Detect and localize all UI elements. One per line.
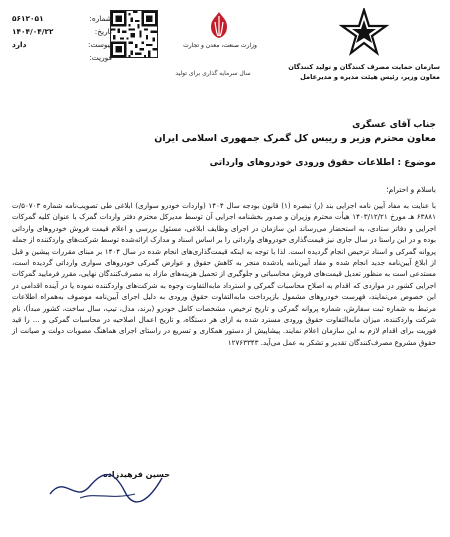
- handwritten-signature: [40, 464, 170, 514]
- meta-label: شماره:: [89, 14, 112, 23]
- meta-label: پیوست:: [87, 40, 112, 49]
- meta-date: [12, 25, 112, 38]
- qr-code: [110, 10, 158, 58]
- signature-block: [40, 470, 170, 479]
- letter-subject: موضوع : اطلاعات حقوق ورودی خودروهای وارداتی: [209, 158, 436, 168]
- national-emblem: [205, 10, 233, 40]
- year-slogan: سال سرمایه گذاری برای تولید: [175, 70, 251, 77]
- letter-meta: [12, 12, 112, 64]
- organization-logo: [338, 8, 390, 58]
- ministry-name: وزارت صنعت، معدن و تجارت: [183, 42, 257, 49]
- meta-value: ۱۴۰۴/۰۴/۲۲: [12, 27, 54, 36]
- meta-label: فوریت:: [89, 53, 112, 62]
- meta-urgency: [12, 51, 112, 64]
- greeting: باسلام و احترام؛: [386, 185, 436, 194]
- org-name: سازمان حمایت مصرف کنندگان و تولید کنندگان: [288, 63, 440, 71]
- letter-body: با عنایت به مفاد آیین نامه اجرایی بند (ر) تبصره (۱) قانون بودجه سال ۱۴۰۴ (واردات خودرو سواری) ابلاغی طی تصویب‌نامه شماره ۵۰۷۰۳/ت ۶۳۸۸۱ هـ مورخ ۱۴۰۳/۱۲/۲۱ هیأت محترم وزیران و صدور بخشنامه اجرایی آن توسط مدیرکل محترم دفتر واردات گمرک با عنوان کلیه گمرکات اجرایی و دفاتر ستادی، به استحضار می‌رساند این سازمان در اجرای وظایف ابلاغی، مسئول بررسی و اعلام قیمت فروش خودروهای وارداتی بوده و در این راستا در سال جاری نیز قیمت‌گذاری خودروهای وارداتی را بر اساس اسناد و مدارک ارائه‌شده توسط شرکت‌های واردکننده از جمله پروانه گمرکی و اسناد ترخیص انجام گردیده است. لذا با توجه به اینکه قیمت‌گذاری‌های انجام شده در سال ۱۴۰۴ بر مبنای مقررات پیشین و قبل از ابلاغ آیین‌نامه جدید انجام شده و مفاد آیین‌نامه یادشده منجر به کاهش حقوق و عوارض گمرکی خودروهای سواری وارداتی گردیده است، مستدعی است به منظور تعدیل قیمت‌های فروش محاسباتی و جلوگیری از تحمیل هزینه‌های مازاد به مصرف‌کنندگان نهایی، مقرر فرمایید گمرکات اجرایی کشور در مواردی که اقدام به اصلاح محاسبات گمرکی و استرداد مابه‌التفاوت وجوه به شرکت‌های واردکننده نموده یا در آینده اقدامی در این خصوص می‌نمایند، فهرست خودروهای مشمول بازپرداخت مابه‌التفاوت حقوق ورودی به دلیل اجرای آیین‌نامه موصوف به‌همراه اطلاعات مرتبط به شماره ثبت سفارش، شماره پروانه گمرکی و تاریخ ترخیص، مشخصات کامل خودرو (برند، مدل، تیپ، سال ساخت، کشور مبدأ)، نام شرکت واردکننده، میزان مابه‌التفاوت حقوق ورودی مسترد شده به ازای هر دستگاه، و تاریخ اعمال اصلاحیه در محاسبات گمرکی و ... را قید فوریت برای اقدام لازم به این سازمان اعلام نمایند. پیشاپیش از دستور همکاری و تسریع در راستای اجرای هماهنگ مصوبات دولت و صیانت از حقوق مشروع مصرف‌کنندگان تقدیر و تشکر به عمل می‌آید. ۱۲۷۶۳۳۴۳: [12, 201, 436, 347]
- addressee: [16, 118, 436, 146]
- meta-label: تاریخ:: [94, 27, 112, 36]
- org-subtitle: معاون وزیر، رئیس هیئت مدیره و مدیرعامل: [300, 73, 440, 81]
- meta-number: [12, 12, 112, 25]
- meta-value: ۵۶۱۲۰۵۱: [12, 14, 44, 23]
- meta-attachment: [12, 38, 112, 51]
- organization-title: [270, 62, 440, 82]
- signatory-name: حسین فرهیدزاده: [103, 470, 170, 479]
- addressee-name: جناب آقای عسگری: [352, 120, 436, 130]
- meta-value: دارد: [12, 40, 27, 49]
- addressee-title: معاون محترم وزیر و رییس کل گمرک جمهوری اسلامی ایران: [154, 133, 436, 144]
